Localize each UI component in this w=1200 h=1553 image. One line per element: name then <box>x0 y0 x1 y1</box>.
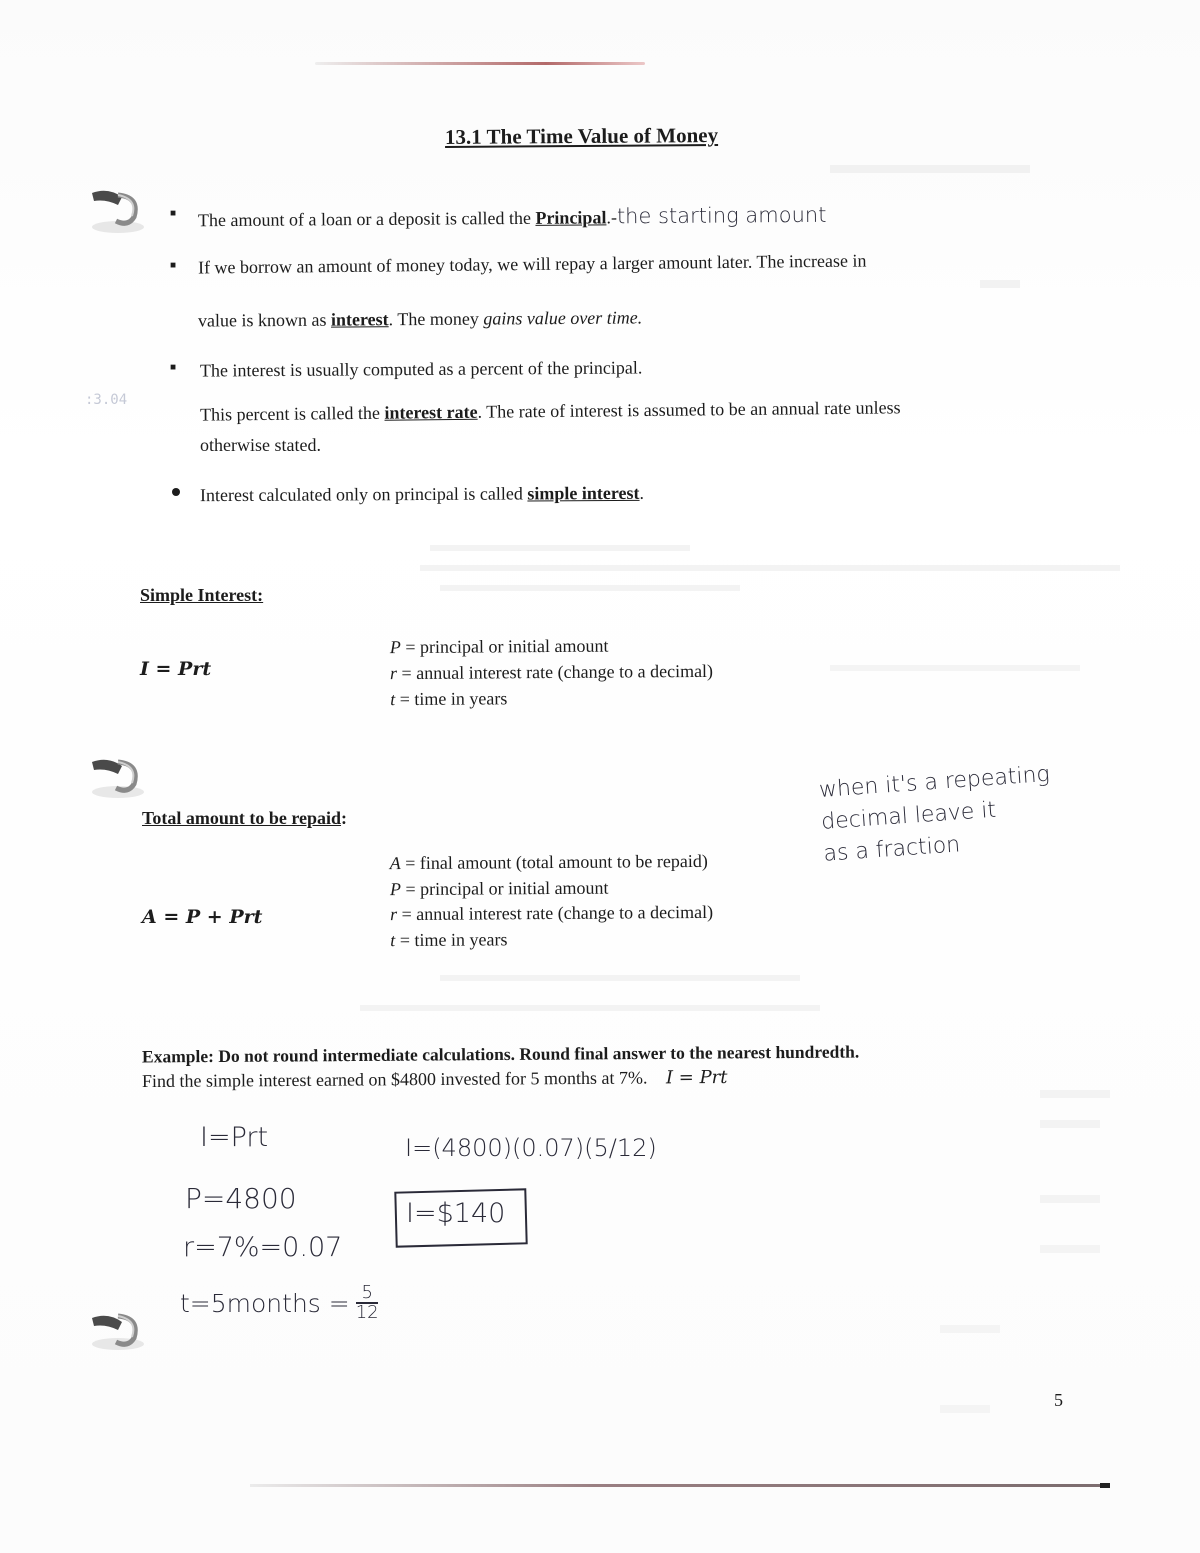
handwritten-fraction-note: when it's a repeating decimal leave it as a fraction <box>818 761 1051 867</box>
simple-interest-definitions <box>390 632 714 712</box>
definition-line: P = principal or initial amount <box>389 635 609 658</box>
bullet-marker <box>172 488 180 496</box>
bullet-text: value is known as <box>197 309 332 331</box>
term-interest-rate: interest rate <box>384 401 478 423</box>
term-principal: Principal <box>535 207 607 228</box>
bullet-percent-line3: otherwise stated. <box>200 435 321 455</box>
term-interest: interest <box>330 309 389 330</box>
bullet-percent-line1: The interest is usually computed as a percent of the principal. <box>199 357 643 381</box>
work-substitution: I=(4800)(0.07)(5/12) <box>405 1134 657 1162</box>
example-heading: Example: Do not round intermediate calculations. Round final answer to the nearest hundredth. <box>141 1041 860 1067</box>
bullet-text: .- <box>606 207 617 228</box>
total-amount-formula: A = P + Prt <box>142 906 263 928</box>
binder-ring-icon <box>88 748 148 802</box>
simple-interest-heading: Simple Interest: <box>140 585 264 605</box>
bullet-text: This percent is called the <box>199 402 385 425</box>
bullet-marker: ■ <box>170 260 177 271</box>
bottom-edge-mark <box>1100 1483 1110 1488</box>
problem-formula: I = Prt <box>665 1066 728 1089</box>
total-amount-definitions <box>390 849 714 953</box>
simple-interest-formula: I = Prt <box>140 658 212 680</box>
page-number: 5 <box>1054 1390 1063 1410</box>
bullet-text: . The money <box>388 308 484 330</box>
bullet-interest-line2 <box>198 306 642 332</box>
bullet-text: . The rate of interest is assumed to be an annual rate unless <box>477 397 901 422</box>
handwritten-note: the starting amount <box>616 202 827 229</box>
definition-line: r = annual interest rate (change to a decimal) <box>389 660 714 684</box>
bullet-percent-line2 <box>200 396 901 427</box>
binder-ring-icon <box>88 1300 148 1354</box>
term-simple-interest: simple interest <box>527 482 640 504</box>
work-time: t=5months = 5 12 <box>180 1282 379 1323</box>
bullet-simple-interest <box>200 482 644 508</box>
bullet-text: Interest calculated only on principal is called <box>199 483 528 506</box>
bullet-marker: ■ <box>170 208 177 219</box>
definition-line: A = final amount (total amount to be repaid) <box>389 850 708 874</box>
definition-line: t = time in years <box>390 928 508 950</box>
italic-phrase: gains value over time. <box>483 307 643 329</box>
bottom-edge-line <box>250 1484 1110 1487</box>
definition-line: r = annual interest rate (change to a decimal) <box>390 901 714 925</box>
example-problem <box>142 1066 728 1093</box>
page-title: 13.1 The Time Value of Money <box>444 123 719 149</box>
work-formula: I=Prt <box>200 1122 269 1153</box>
bullet-principal <box>198 202 827 234</box>
margin-note: :3.04 <box>85 392 128 408</box>
problem-text: Find the simple interest earned on $4800 invested for 5 months at 7%. <box>141 1067 648 1092</box>
bullet-text: . <box>639 482 645 503</box>
bullet-interest-line1: If we borrow an amount of money today, we will repay a larger amount later. The increase in <box>197 250 867 278</box>
top-edge-line <box>315 62 645 65</box>
fraction: 5 12 <box>355 1282 379 1323</box>
definition-line: P = principal or initial amount <box>389 877 609 899</box>
binder-ring-icon <box>88 183 148 237</box>
work-rate: r=7%=0.07 <box>183 1232 343 1263</box>
bullet-text: The amount of a loan or a deposit is called the <box>197 207 536 231</box>
bullet-marker: ■ <box>170 362 177 373</box>
definition-line: t = time in years <box>390 688 508 710</box>
total-amount-heading: Total amount to be repaid: <box>142 808 348 828</box>
work-principal: P=4800 <box>185 1182 297 1215</box>
work-answer: I=$140 <box>406 1198 506 1229</box>
